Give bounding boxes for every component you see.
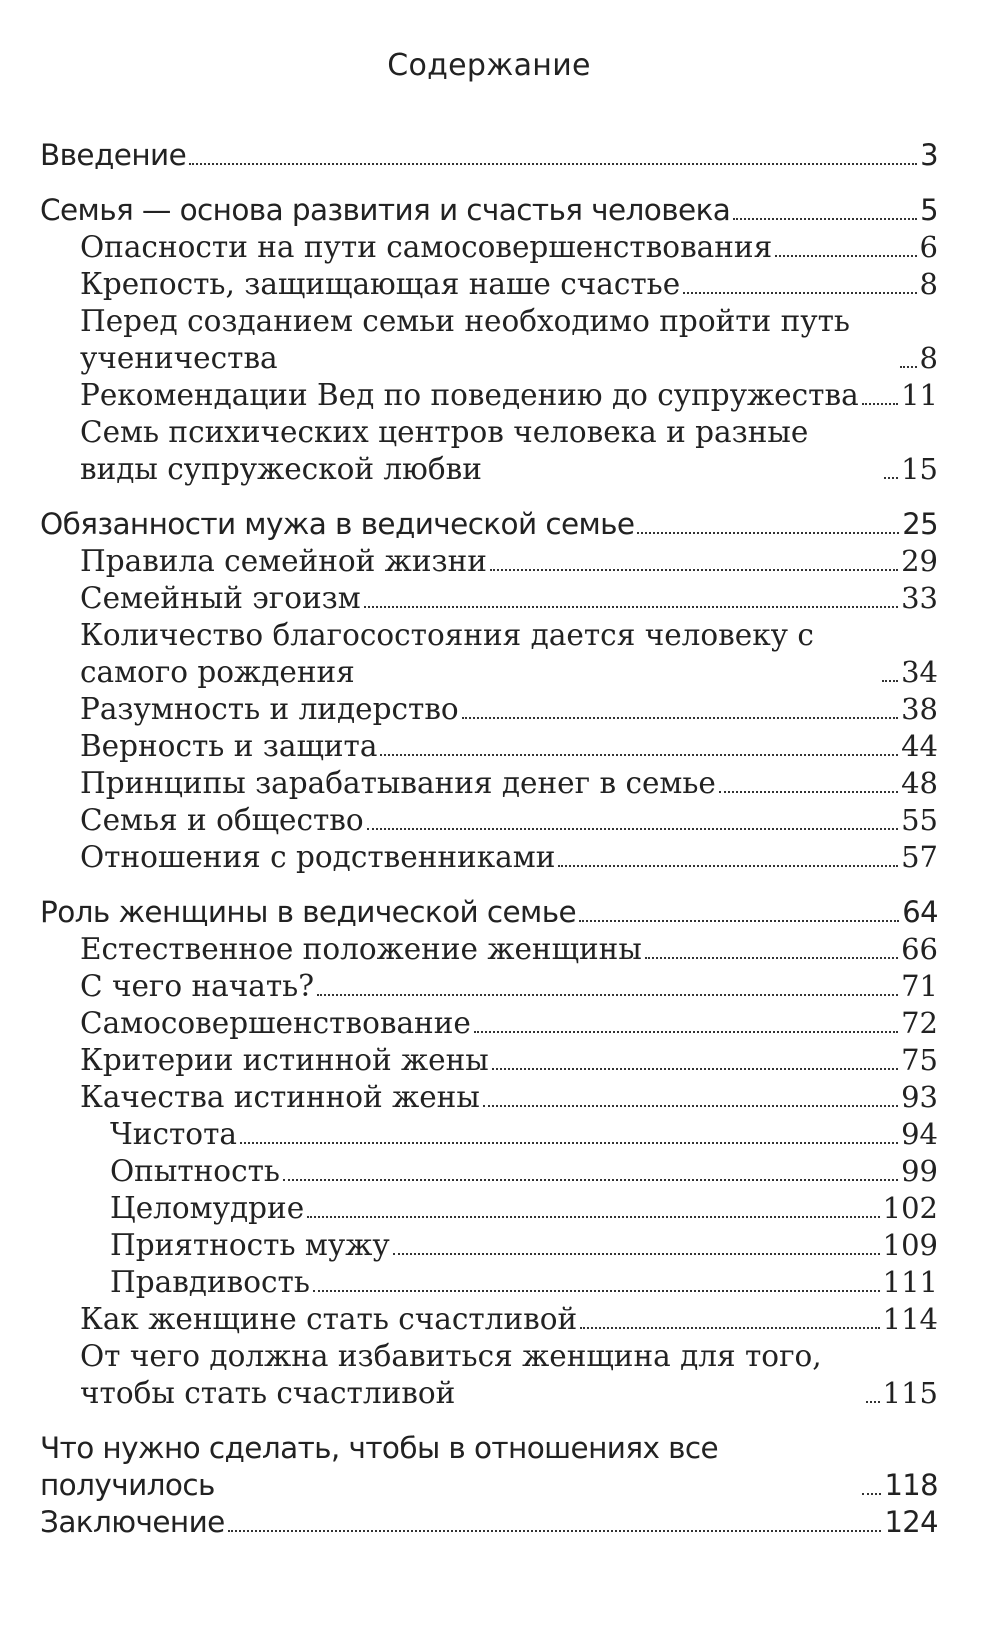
toc-entry-section (40, 1042, 938, 1079)
toc-entry-label: Роль женщины в ведической семье (40, 895, 577, 929)
toc-entry-label: Принципы зарабатывания денег в семье (80, 766, 716, 800)
toc-entry-page: 48 (901, 766, 938, 800)
toc-entry-section (40, 968, 938, 1005)
toc-entry-page: 33 (901, 581, 938, 615)
dot-leader (900, 366, 917, 368)
toc-entry-section (40, 377, 938, 414)
toc-entry-label: Обязанности мужа в ведической семье (40, 507, 635, 541)
dot-leader (645, 957, 898, 959)
toc-entry-label: Заключение (40, 1505, 225, 1539)
dot-leader (733, 218, 917, 220)
toc-entry-page: 75 (901, 1043, 938, 1077)
toc-entry-label: Правила семейной жизни (80, 544, 487, 578)
toc-entry-page: 15 (901, 452, 938, 486)
page-title: Содержание (387, 48, 591, 83)
toc-entry-label: Правдивость (110, 1265, 310, 1299)
toc-entry-label: Верность и защита (80, 729, 378, 763)
dot-leader (490, 569, 898, 571)
toc-entry-label: Семейный эгоизм (80, 581, 361, 615)
toc-entry-label: Как женщине стать счастливой (80, 1302, 578, 1336)
toc-entry-section (40, 303, 938, 377)
toc-entry-section (40, 543, 938, 580)
toc-entry-label: Рекомендации Вед по поведению до супружества (80, 378, 859, 412)
toc-entry-section (40, 229, 938, 266)
toc-entry-section (40, 1005, 938, 1042)
toc-entry-subsection (40, 1153, 938, 1190)
toc-entry-section (40, 931, 938, 968)
dot-leader (637, 532, 899, 534)
toc-entry-subsection (40, 1227, 938, 1264)
toc-entry-page: 8 (919, 267, 938, 301)
toc-entry-section (40, 1079, 938, 1116)
toc-entry-page: 11 (901, 378, 938, 412)
toc-entry-page: 99 (901, 1154, 938, 1188)
toc-entry-label: От чего должна избавиться женщина для того, чтобы стать счастливой (80, 1339, 822, 1410)
dot-leader (462, 717, 898, 719)
toc-entry-label: Чистота (110, 1117, 237, 1151)
toc-entry-label: С чего начать? (80, 969, 315, 1003)
toc-entry-label: Опытность (110, 1154, 280, 1188)
toc-entry-page: 29 (901, 544, 938, 578)
toc-entry-section (40, 691, 938, 728)
toc-entry-section (40, 266, 938, 303)
dot-leader (862, 1493, 881, 1495)
toc-entry-page: 55 (901, 803, 938, 837)
toc-entry-label: Критерии истинной жены (80, 1043, 489, 1077)
toc-entry-section (40, 728, 938, 765)
toc-entry-label: Отношения с родственниками (80, 840, 556, 874)
toc-entry-section (40, 580, 938, 617)
toc-entry-page: 25 (902, 507, 938, 541)
toc-entry-section (40, 617, 938, 691)
toc-entry-section (40, 1301, 938, 1338)
dot-leader (283, 1179, 898, 1181)
toc-entry-page: 93 (901, 1080, 938, 1114)
toc-entry-label: Семья — основа развития и счастья человека (40, 193, 731, 227)
toc-entry-label: Приятность мужу (110, 1228, 390, 1262)
dot-leader (483, 1105, 898, 1107)
toc-entry-page: 38 (901, 692, 938, 726)
toc-entry-label: Разумность и лидерство (80, 692, 459, 726)
toc-entry-page: 6 (919, 230, 938, 264)
toc-entry-page: 115 (882, 1376, 938, 1410)
toc-entry-label: Семья и общество (80, 803, 364, 837)
toc-entry-page: 64 (902, 895, 938, 929)
dot-leader (313, 1290, 880, 1292)
toc-entry-page: 8 (919, 341, 938, 375)
toc-entry-section (40, 765, 938, 802)
toc-entry-subsection (40, 1264, 938, 1301)
dot-leader (882, 680, 898, 682)
toc-entry-section (40, 414, 938, 488)
toc-entry-page: 34 (901, 655, 938, 689)
toc-entry-page: 5 (920, 193, 938, 227)
toc-entry-label: Перед созданием семьи необходимо пройти путь ученичества (80, 304, 850, 375)
toc-entry-label: Семь психических центров человека и разные виды супружеской любви (80, 415, 809, 486)
toc-entry-label: Самосовершенствование (80, 1006, 471, 1040)
toc-entry-conclusion (40, 1504, 938, 1541)
toc-entry-label: Целомудрие (110, 1191, 305, 1225)
toc-entry-section (40, 839, 938, 876)
dot-leader (307, 1216, 879, 1218)
dot-leader (189, 163, 917, 165)
dot-leader (580, 1327, 879, 1329)
toc-entry-subsection (40, 1190, 938, 1227)
dot-leader (367, 828, 898, 830)
toc-entry-chapter (40, 1430, 938, 1504)
toc-entry-subsection (40, 1116, 938, 1153)
dot-leader (393, 1253, 880, 1255)
dot-leader (240, 1142, 898, 1144)
toc-entry-page: 66 (901, 932, 938, 966)
toc-entry-page: 109 (882, 1228, 938, 1262)
toc-entry-chapter (40, 506, 938, 543)
toc-entry-page: 102 (882, 1191, 938, 1225)
dot-leader (884, 477, 898, 479)
table-of-contents (40, 137, 938, 1541)
dot-leader (364, 606, 898, 608)
toc-entry-label: Качества истинной жены (80, 1080, 480, 1114)
toc-entry-label: Крепость, защищающая наше счастье (80, 267, 681, 301)
toc-entry-chapter (40, 894, 938, 931)
dot-leader (492, 1068, 898, 1070)
toc-entry-page: 72 (901, 1006, 938, 1040)
toc-entry-label: Введение (40, 138, 187, 172)
dot-leader (719, 791, 898, 793)
toc-entry-chapter (40, 192, 938, 229)
toc-entry-introduction (40, 137, 938, 174)
dot-leader (380, 754, 898, 756)
toc-entry-label: Опасности на пути самосовершенствования (80, 230, 773, 264)
toc-entry-page: 118 (884, 1468, 938, 1502)
toc-entry-label: Что нужно сделать, чтобы в отношениях все получилось (40, 1431, 719, 1502)
dot-leader (558, 865, 898, 867)
dot-leader (474, 1031, 898, 1033)
toc-entry-page: 3 (920, 138, 938, 172)
toc-entry-page: 44 (901, 729, 938, 763)
toc-entry-page: 94 (901, 1117, 938, 1151)
toc-entry-page: 124 (884, 1505, 938, 1539)
dot-leader (683, 292, 916, 294)
dot-leader (866, 1401, 880, 1403)
toc-entry-label: Естественное положение женщины (80, 932, 642, 966)
toc-entry-page: 57 (901, 840, 938, 874)
dot-leader (317, 994, 898, 996)
toc-entry-section (40, 802, 938, 839)
toc-entry-page: 114 (882, 1302, 938, 1336)
toc-entry-label: Количество благосостояния дается человеку с самого рождения (80, 618, 814, 689)
dot-leader (862, 403, 898, 405)
dot-leader (579, 920, 899, 922)
toc-entry-page: 71 (901, 969, 938, 1003)
dot-leader (775, 255, 916, 257)
toc-entry-page: 111 (882, 1265, 938, 1299)
toc-entry-section (40, 1338, 938, 1412)
dot-leader (228, 1530, 882, 1532)
